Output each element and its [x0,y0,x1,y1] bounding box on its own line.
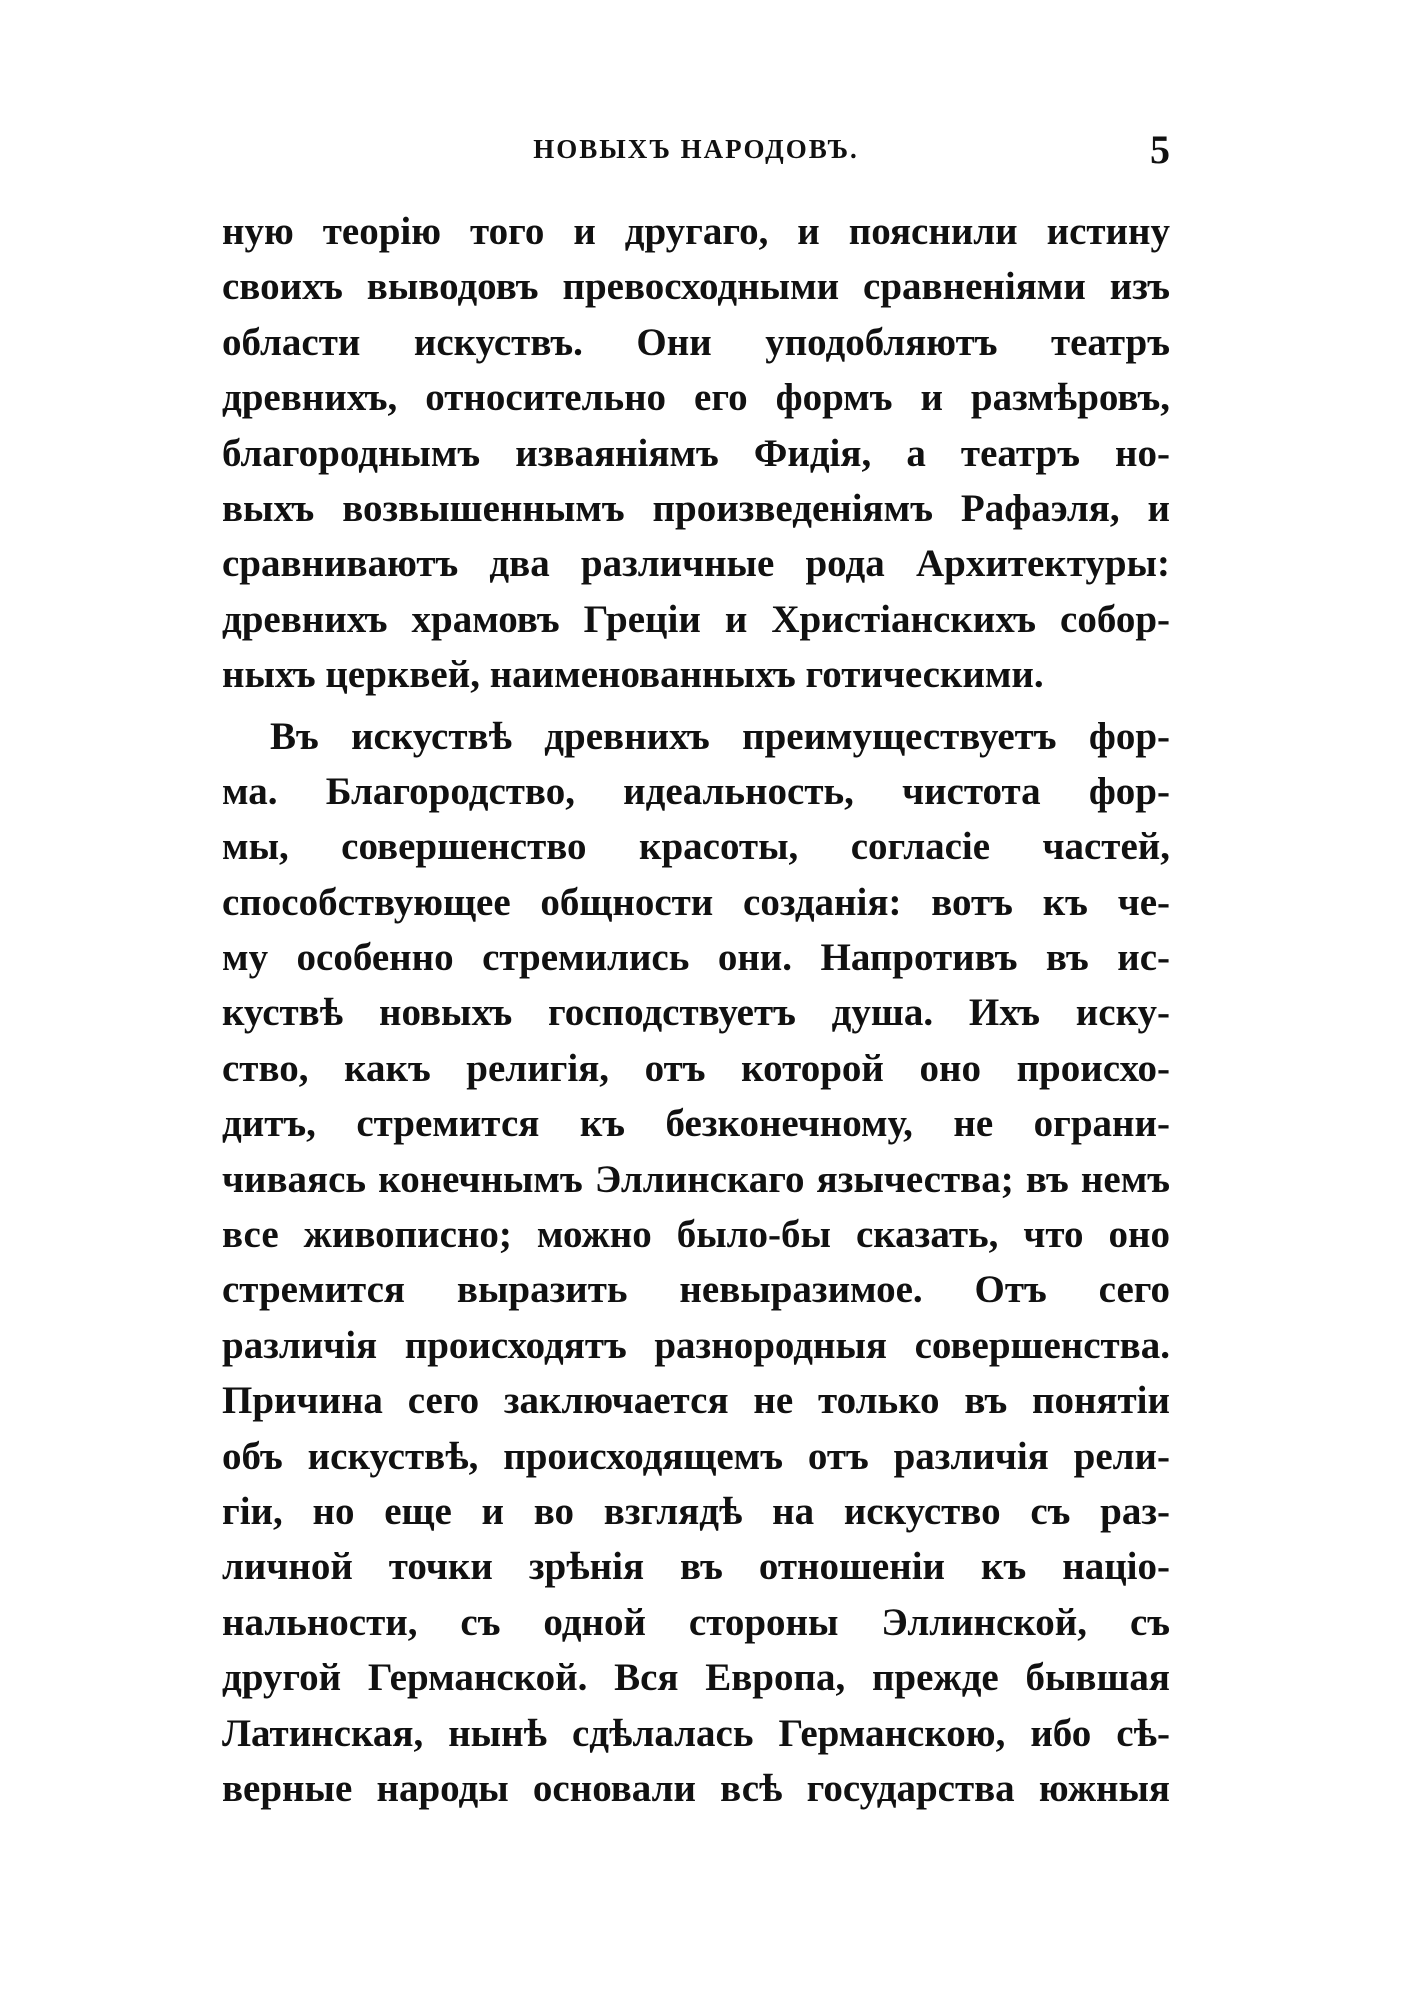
text-line: Въ искуствѣ древнихъ преимуществуетъ фор- [270,714,1170,758]
text-line: объ искуствѣ, происходящемъ отъ различія рели- [222,1434,1170,1478]
running-head [222,126,1170,176]
text-line: различія происходятъ разнородныя совершенства. [222,1323,1170,1367]
text-line: древнихъ храмовъ Греціи и Христіанскихъ собор- [222,597,1170,641]
text-line: мы, совершенство красоты, согласіе частей, [222,825,1170,869]
text-line: дитъ, стремится къ безконечному, не ограни- [222,1102,1170,1146]
text-line: другой Германской. Вся Европа, прежде бывшая [222,1656,1170,1700]
text-line: ную теорію того и другаго, и пояснили истину [222,210,1170,253]
body-text [222,204,1170,1816]
text-line: чиваясь конечнымъ Эллинскаго язычества; въ немъ [222,1157,1170,1201]
paragraph-2 [222,709,1170,1817]
page-number: 5 [1150,127,1170,172]
text-line: своихъ выводовъ превосходными сравненіями изъ [222,265,1170,309]
text-line: древнихъ, относительно его формъ и размѣровъ, [222,376,1170,420]
text-line: Латинская, нынѣ сдѣлалась Германскою, ибо сѣ- [222,1711,1170,1755]
text-line: Причина сего заключается не только въ понятіи [222,1379,1170,1423]
text-line: нальности, съ одной стороны Эллинской, съ [222,1600,1170,1644]
running-title: НОВЫХЪ НАРОДОВЪ. [533,134,859,164]
text-line: все живописно; можно было-бы сказать, что оно [222,1213,1170,1257]
text-line: верные народы основали всѣ государства южныя [222,1766,1170,1810]
text-line: ство, какъ религія, отъ которой оно происхо- [222,1046,1170,1090]
text-line: способствующее общности созданія: вотъ къ че- [222,880,1170,924]
text-line: выхъ возвышеннымъ произведеніямъ Рафаэля, и [222,486,1170,530]
text-line: стремится выразить невыразимое. Отъ сего [222,1268,1170,1312]
text-line: му особенно стремились они. Напротивъ въ ис- [222,936,1170,980]
paragraph-1 [222,204,1170,703]
text-line: личной точки зрѣнія въ отношеніи къ націо- [222,1545,1170,1589]
text-line: ма. Благородство, идеальность, чистота фор- [222,769,1170,813]
text-line: сравниваютъ два различные рода Архитектуры: [222,542,1170,586]
text-line: куствѣ новыхъ господствуетъ душа. Ихъ иску- [222,991,1170,1035]
text-line: ныхъ церквей, наименованныхъ готическими. [222,653,1044,697]
text-line: благороднымъ изваяніямъ Фидія, а театръ но- [222,431,1170,475]
text-line: гіи, но еще и во взглядѣ на искуство съ раз- [222,1489,1170,1533]
text-line: области искуствъ. Они уподобляютъ театръ [222,320,1170,364]
